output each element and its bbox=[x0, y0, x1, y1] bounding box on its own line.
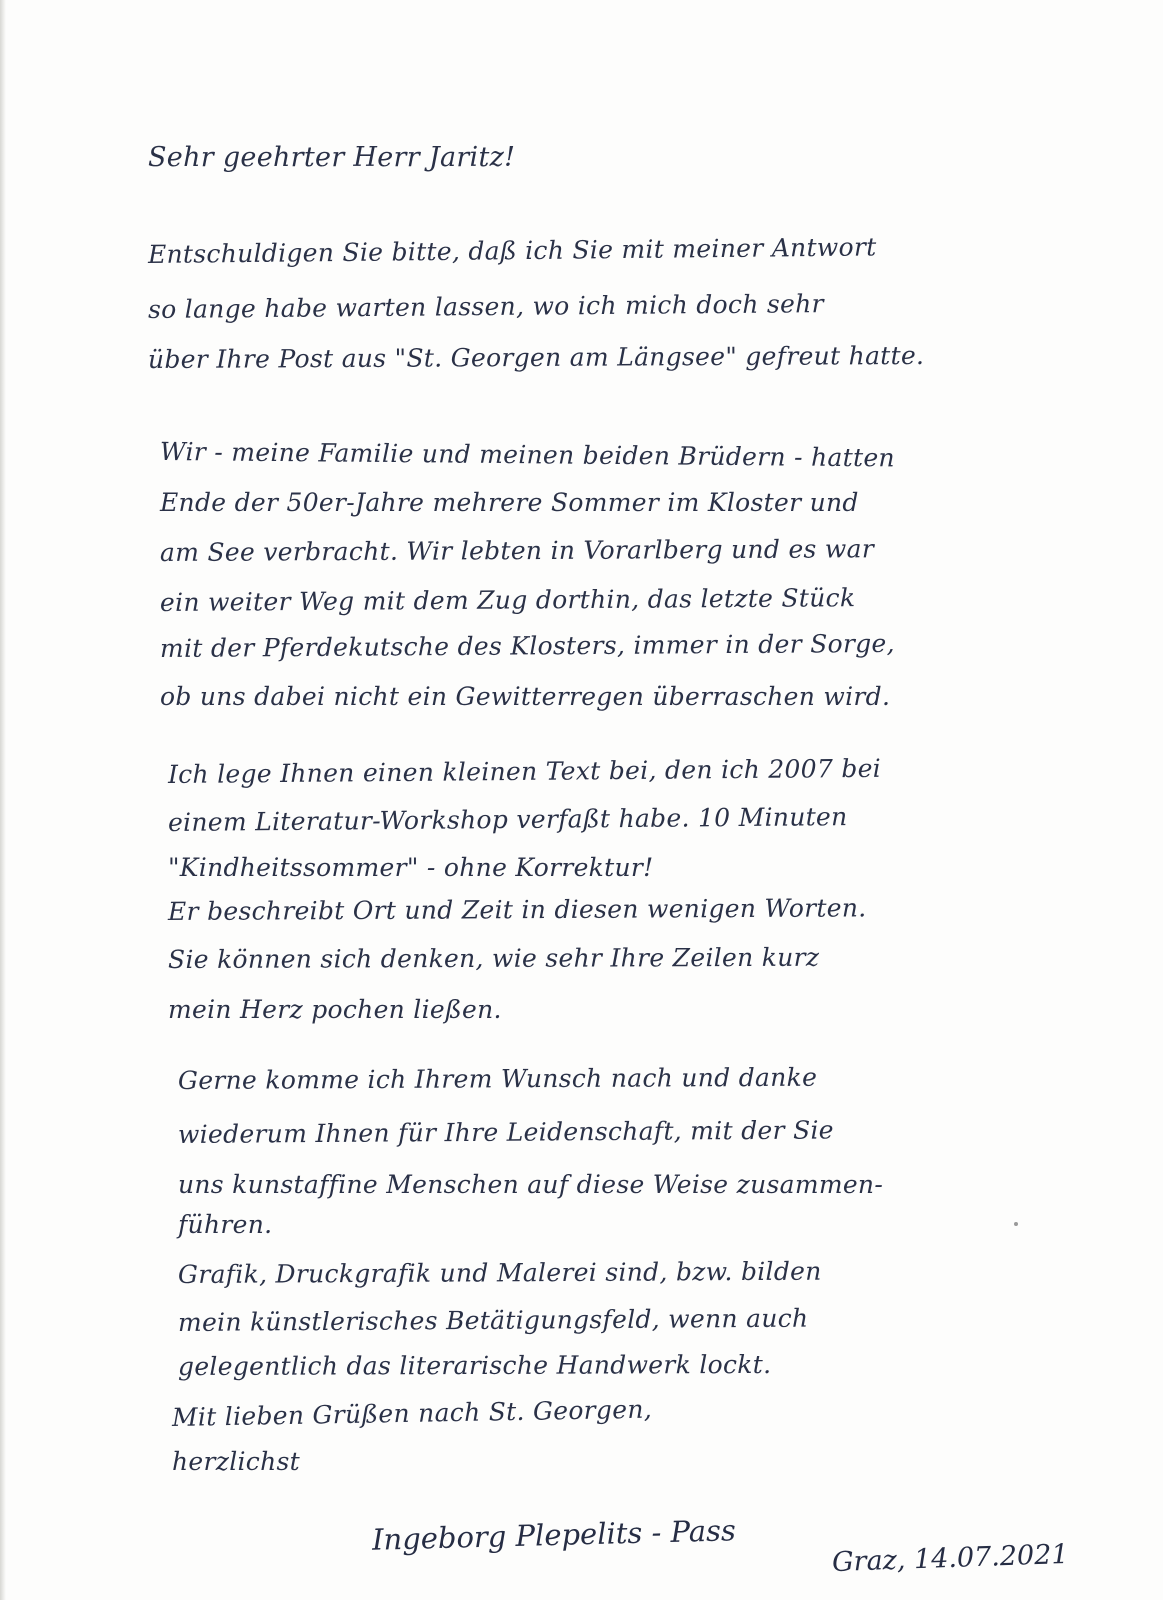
paragraph-2-line-1: Wir - meine Familie und meinen beiden Brüdern - hatten bbox=[159, 437, 896, 473]
paragraph-4-line-5: Grafik, Druckgrafik und Malerei sind, bzw. bilden bbox=[177, 1256, 822, 1289]
paragraph-3-line-4: Er beschreibt Ort und Zeit in diesen wenigen Worten. bbox=[167, 893, 867, 926]
paragraph-3-line-3: "Kindheitssommer" - ohne Korrektur! bbox=[168, 853, 654, 882]
closing-greeting: Mit lieben Grüßen nach St. Georgen, bbox=[171, 1394, 653, 1432]
paragraph-4-line-3: uns kunstaffine Menschen auf diese Weise zusammen- bbox=[178, 1170, 884, 1199]
paragraph-1-line-1: Entschuldigen Sie bitte, daß ich Sie mit meiner Antwort bbox=[147, 232, 877, 269]
paragraph-4-line-7: gelegentlich das literarische Handwerk lockt. bbox=[177, 1349, 772, 1381]
paragraph-2-line-4: ein weiter Weg mit dem Zug dorthin, das letzte Stück bbox=[159, 583, 856, 617]
paragraph-2-line-3: am See verbracht. Wir lebten in Vorarlberg und es war bbox=[159, 534, 875, 567]
paragraph-2-line-2: Ende der 50er-Jahre mehrere Sommer im Kloster und bbox=[160, 488, 859, 517]
paragraph-1-line-3: über Ihre Post aus "St. Georgen am Längsee" gefreut hatte. bbox=[147, 340, 925, 374]
paragraph-3-line-1: Ich lege Ihnen einen kleinen Text bei, den ich 2007 bei bbox=[167, 753, 882, 789]
place-date: Graz, 14.07.2021 bbox=[831, 1538, 1070, 1579]
paragraph-3-line-6: mein Herz pochen ließen. bbox=[168, 995, 502, 1024]
paragraph-1-line-2: so lange habe warten lassen, wo ich mich doch sehr bbox=[147, 289, 824, 324]
closing-word: herzlichst bbox=[172, 1447, 300, 1476]
paragraph-4-line-6: mein künstlerisches Betätigungsfeld, wenn auch bbox=[177, 1303, 809, 1337]
paragraph-2-line-6: ob uns dabei nicht ein Gewitterregen überraschen wird. bbox=[160, 682, 891, 711]
paragraph-2-line-5: mit der Pferdekutsche des Klosters, immer in der Sorge, bbox=[159, 628, 895, 663]
signature: Ingeborg Plepelits - Pass bbox=[371, 1513, 737, 1557]
paragraph-3-line-2: einem Literatur-Workshop verfaßt habe. 10 Minuten bbox=[167, 802, 848, 837]
paper-speck bbox=[1014, 1222, 1018, 1226]
paragraph-4-line-1: Gerne komme ich Ihrem Wunsch nach und danke bbox=[177, 1062, 818, 1095]
paragraph-4-line-4: führen. bbox=[178, 1210, 273, 1239]
page-edge bbox=[0, 0, 6, 1600]
paragraph-4-line-2: wiederum Ihnen für Ihre Leidenschaft, mit der Sie bbox=[177, 1115, 834, 1149]
paragraph-3-line-5: Sie können sich denken, wie sehr Ihre Zeilen kurz bbox=[167, 942, 820, 974]
salutation: Sehr geehrter Herr Jaritz! bbox=[148, 142, 516, 173]
